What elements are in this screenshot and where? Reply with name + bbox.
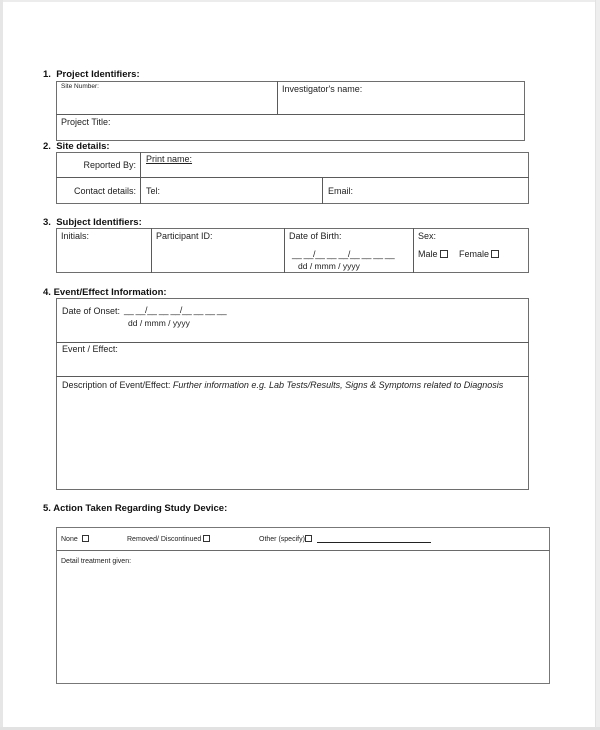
event-effect-table <box>56 298 529 490</box>
event-effect-field[interactable]: Event / Effect: <box>62 344 118 354</box>
male-checkbox[interactable] <box>440 250 448 258</box>
site-number-field[interactable]: Site Number: <box>61 83 99 90</box>
divider <box>56 114 525 115</box>
section-number: 2. <box>43 141 51 152</box>
none-checkbox[interactable] <box>82 535 89 542</box>
divider <box>413 228 414 273</box>
section-5-heading <box>43 503 227 514</box>
male-label: Male <box>418 249 438 259</box>
divider <box>322 177 323 204</box>
participant-id-field[interactable]: Participant ID: <box>156 231 213 241</box>
section-title: Action Taken Regarding Study Device: <box>53 503 228 514</box>
section-number: 3. <box>43 217 51 228</box>
section-1-heading <box>43 69 140 80</box>
divider <box>56 376 529 377</box>
page-frame-top <box>0 0 600 2</box>
female-label: Female <box>459 249 490 259</box>
divider <box>56 342 529 343</box>
divider <box>56 177 529 178</box>
onset-blank-field[interactable]: __ __/__ __ __/__ __ __ __ <box>124 305 227 315</box>
print-name-field[interactable]: Print name: <box>146 154 193 164</box>
dob-blank-field[interactable]: __ __/__ __ __/__ __ __ __ <box>292 249 395 259</box>
reported-by-label: Reported By: <box>83 160 136 170</box>
tel-field[interactable]: Tel: <box>146 186 161 196</box>
section-number: 5. <box>43 503 51 514</box>
female-checkbox[interactable] <box>491 250 499 258</box>
section-3-heading <box>43 217 142 228</box>
section-title: Subject Identifiers: <box>56 217 142 228</box>
section-number: 4. <box>43 287 51 298</box>
none-label: None <box>61 536 78 543</box>
other-label: Other (specify) <box>259 536 305 543</box>
initials-field[interactable]: Initials: <box>61 231 90 241</box>
section-4-heading <box>43 287 167 298</box>
divider <box>56 550 550 551</box>
description-label: Description of Event/Effect: <box>62 380 171 390</box>
none-option[interactable] <box>61 535 89 543</box>
section-2-heading <box>43 141 110 152</box>
description-hint: Further information e.g. Lab Tests/Results, Signs & Symptoms related to Diagnosis <box>172 380 504 390</box>
removed-option[interactable] <box>127 535 210 543</box>
divider <box>277 81 278 115</box>
section-title: Event/Effect Information: <box>53 287 167 298</box>
page-frame-right <box>595 0 600 730</box>
contact-details-label: Contact details: <box>73 186 136 196</box>
other-specify-field[interactable] <box>317 542 431 543</box>
page-frame-left <box>0 0 3 730</box>
removed-label: Removed/ Discontinued <box>127 536 202 543</box>
removed-checkbox[interactable] <box>203 535 210 542</box>
divider <box>284 228 285 273</box>
sex-label: Sex: <box>418 231 437 241</box>
description-field[interactable] <box>62 380 503 390</box>
section-title: Site details: <box>56 141 110 152</box>
email-field[interactable]: Email: <box>328 186 354 196</box>
section-title: Project Identifiers: <box>56 69 140 80</box>
divider <box>140 152 141 204</box>
date-of-birth-label: Date of Birth: <box>289 231 342 241</box>
other-option[interactable] <box>259 535 312 543</box>
date-of-onset-label: Date of Onset: <box>62 306 121 316</box>
section-number: 1. <box>43 69 51 80</box>
investigator-name-field[interactable]: Investigator's name: <box>282 84 363 94</box>
female-option[interactable] <box>459 249 499 259</box>
onset-format-hint: dd / mmm / yyyy <box>128 318 190 328</box>
project-title-field[interactable]: Project Title: <box>61 117 111 127</box>
dob-format-hint: dd / mmm / yyyy <box>298 261 360 271</box>
divider <box>151 228 152 273</box>
other-checkbox[interactable] <box>305 535 312 542</box>
male-option[interactable] <box>418 249 448 259</box>
detail-treatment-field[interactable]: Detail treatment given: <box>61 558 132 565</box>
